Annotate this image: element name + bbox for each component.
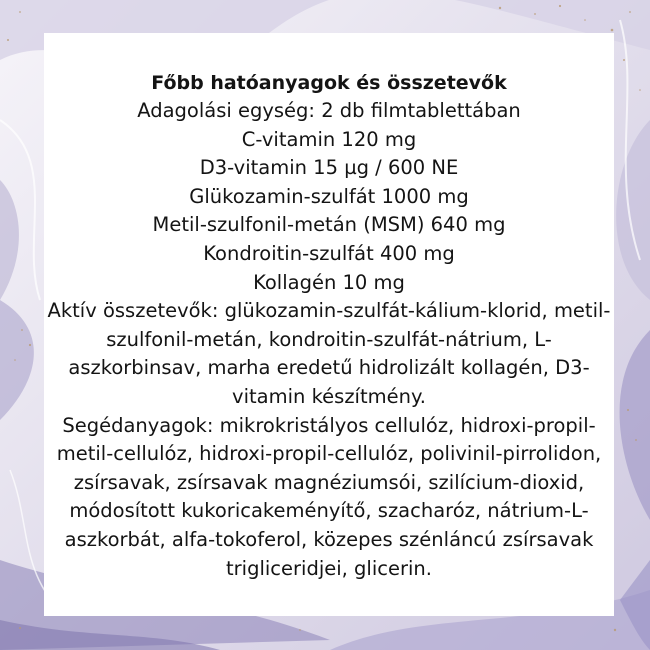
ingredient-line: C-vitamin 120 mg — [241, 127, 417, 151]
ingredient-line: Glükozamin-szulfát 1000 mg — [189, 184, 469, 208]
active-ingredients-text: Aktív összetevők: glükozamin-szulfát-kálium-klorid, metil-szulfonil-metán, kondroitin-szulfát-nátrium, L-aszkorbinsav, marha eredetű hidrolizált kollagén, D3-vitamin készítmény. — [47, 299, 611, 408]
section-title: Főbb hatóanyagok és összetevők — [151, 72, 507, 94]
ingredient-line: Metil-szulfonil-metán (MSM) 640 mg — [152, 213, 506, 237]
dosage-unit: Adagolási egység: 2 db filmtablettában — [137, 99, 521, 122]
ingredient-line: Kondroitin-szulfát 400 mg — [203, 241, 455, 265]
excipients-text: Segédanyagok: mikrokristályos cellulóz, hidroxi-propil-metil-cellulóz, hidroxi-propil-cellulóz, polivinil-pirrolidon, zsírsavak, zsírsavak magnéziumsói, szilícium-dioxid, módosított kukoricakeményítő, szacharóz, nátrium-L-aszkorbát, alfa-tokoferol, közepes szénláncú zsírsavak trigliceridjei, glicerin. — [56, 413, 602, 580]
ingredient-line: Kollagén 10 mg — [253, 270, 405, 294]
ingredient-line: D3-vitamin 15 µg / 600 NE — [199, 156, 459, 180]
ingredients-card — [44, 33, 614, 616]
